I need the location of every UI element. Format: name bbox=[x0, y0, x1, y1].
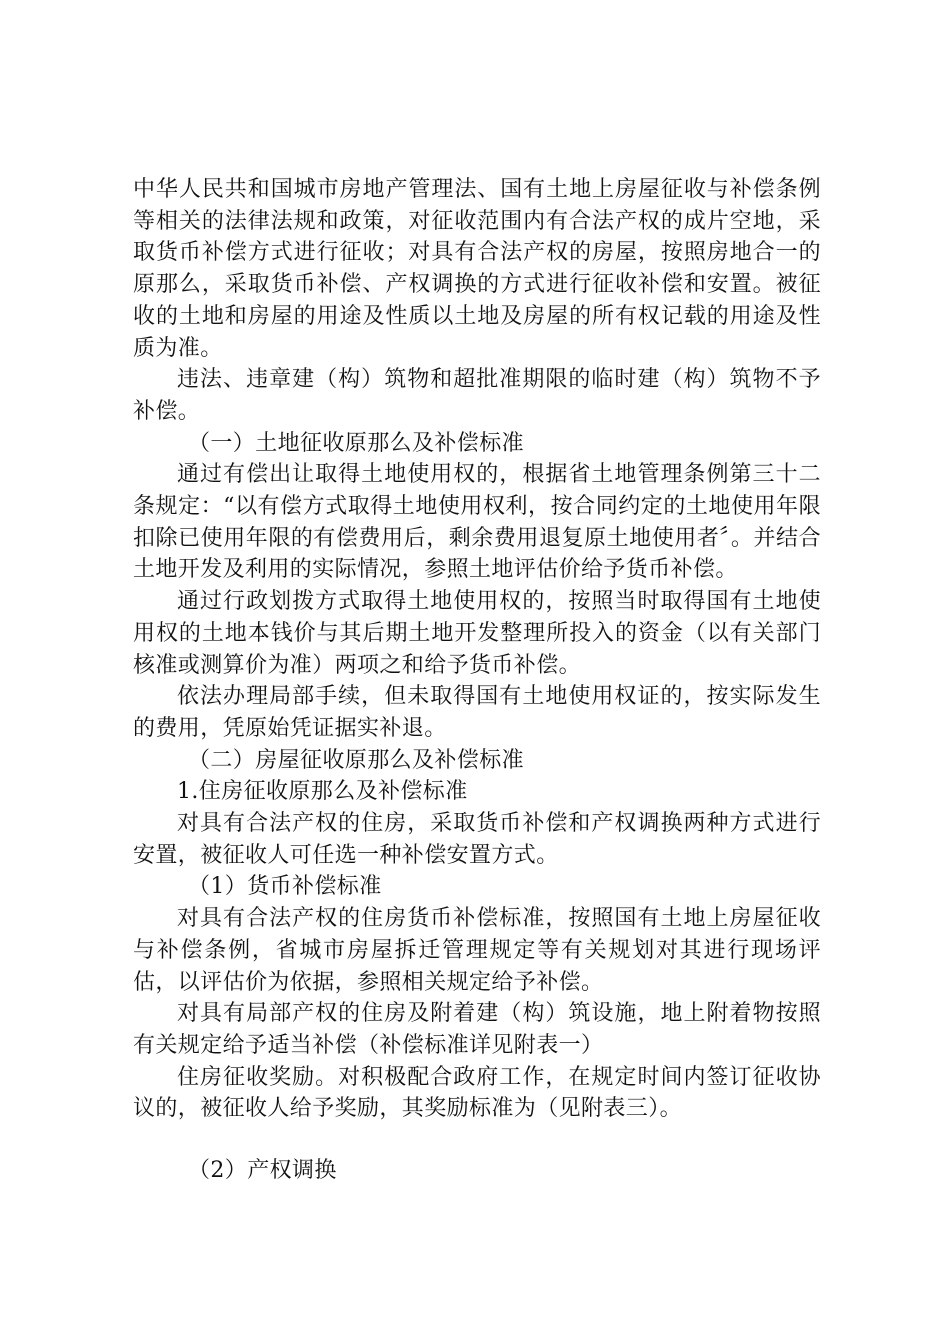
section-heading-housing: （二）房屋征收原那么及补偿标准 bbox=[188, 747, 525, 773]
paragraph-legal-basis: 中华人民共和国城市房地产管理法、国有土地上房屋征收与补偿条例等相关的法律法规和政策，对征收范围内有合法产权的成片空地，采取货币补偿方式进行征收；对具有合法产权的房屋，按照房地合一的原那么，采取货币补偿、产权调换的方式进行征收补偿和安置。被征收的土地和房屋的用途及性质以土地及房屋的所有权记载的用途及性质为准。 bbox=[133, 177, 821, 361]
subsection-heading-residential: 1.住房征收原那么及补偿标准 bbox=[177, 779, 468, 805]
paragraph-partial-property: 对具有局部产权的住房及附着建（构）筑设施，地上附着物按照有关规定给予适当补偿（补偿标准详见附表一） bbox=[133, 1001, 821, 1058]
item-heading-property-exchange: （2）产权调换 bbox=[188, 1158, 337, 1184]
section-heading-land: （一）土地征收原那么及补偿标准 bbox=[188, 430, 525, 456]
paragraph-residential-options: 对具有合法产权的住房，采取货币补偿和产权调换两种方式进行安置，被征收人可任选一种补偿安置方式。 bbox=[133, 811, 821, 868]
paragraph-incentive: 住房征收奖励。对积极配合政府工作，在规定时间内签订征收协议的，被征收人给予奖励，其奖励标准为（见附表三）。 bbox=[133, 1064, 821, 1122]
paragraph-partial-procedures: 依法办理局部手续，但未取得国有土地使用权证的，按实际发生的费用，凭原始凭证据实补退。 bbox=[133, 684, 821, 741]
paragraph-administrative-allocation: 通过行政划拨方式取得土地使用权的，按照当时取得国有土地使用权的土地本钱价与其后期土地开发整理所投入的资金（以有关部门核准或测算价为准）两项之和给予货币补偿。 bbox=[133, 589, 821, 678]
paragraph-gap bbox=[133, 1125, 821, 1155]
item-heading-monetary-compensation: （1）货币补偿标准 bbox=[188, 874, 382, 900]
paragraph-monetary-standard: 对具有合法产权的住房货币补偿标准，按照国有土地上房屋征收与补偿条例，省城市房屋拆迁管理规定等有关规划对其进行现场评估，以评估价为依据，参照相关规定给予补偿。 bbox=[133, 906, 821, 995]
paragraph-illegal-buildings: 违法、违章建（构）筑物和超批准期限的临时建（构）筑物不予补偿。 bbox=[133, 367, 821, 424]
document-body bbox=[133, 174, 821, 1187]
paragraph-paid-transfer: 通过有偿出让取得土地使用权的，根据省土地管理条例第三十二条规定：“以有偿方式取得土地使用权利，按合同约定的土地使用年限扣除已使用年限的有偿费用后，剩余费用退复原土地使用者〞。并结合土地开发及利用的实际情况，参照土地评估价给予货币补偿。 bbox=[133, 462, 821, 583]
